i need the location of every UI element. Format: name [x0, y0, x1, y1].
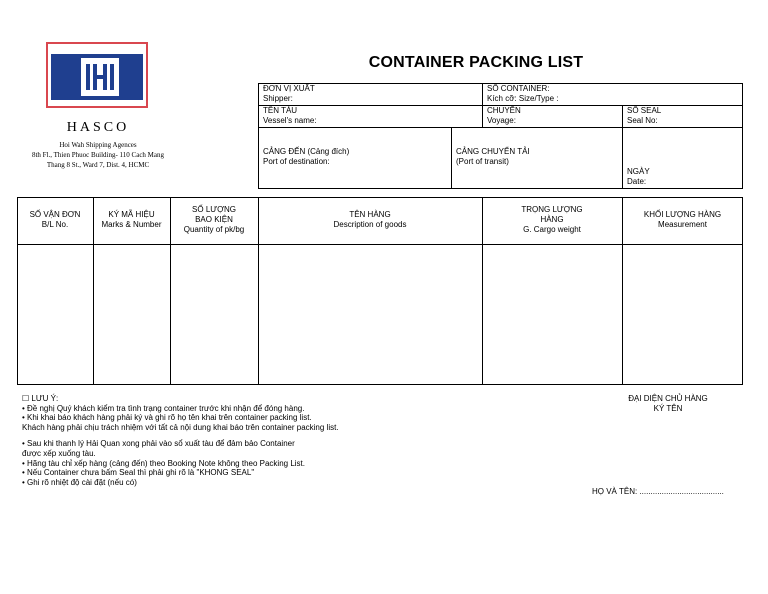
column-header-line: B/L No.	[41, 220, 69, 229]
document-title: CONTAINER PACKING LIST	[368, 54, 584, 71]
header-vdivider-3	[451, 127, 452, 189]
seal-field[interactable]: Seal No:	[627, 116, 658, 125]
column-header-weight	[482, 205, 622, 235]
transit-label-vn: CẢNG CHUYỂN TẢI	[456, 147, 530, 156]
signature-subtitle: KÝ TÊN	[653, 404, 683, 413]
seal-label-vn: SỐ SEAL	[627, 106, 662, 115]
company-info	[0, 120, 196, 170]
column-header-description	[258, 210, 482, 230]
company-address-1: 8th Fl., Thien Phuoc Building- 110 Cach Mang	[31, 151, 165, 159]
transit-field[interactable]: (Port of transit)	[456, 157, 509, 166]
note-line: • Nếu Container chưa bấm Seal thì phải ghi rõ là "KHONG SEAL"	[22, 468, 255, 478]
column-header-measurement	[622, 210, 743, 230]
column-header-bl-no	[17, 210, 93, 230]
column-header-marks	[93, 210, 170, 230]
voyage-field[interactable]: Voyage:	[487, 116, 516, 125]
header-vdivider-1	[482, 83, 483, 127]
column-header-quantity	[170, 205, 258, 235]
column-header-line: SỐ VẬN ĐƠN	[29, 210, 81, 219]
column-header-line: BAO KIỆN	[195, 215, 233, 224]
notes-heading: ☐ LƯU Ý:	[22, 394, 59, 403]
column-header-line: TÊN HÀNG	[349, 210, 391, 219]
date-label-vn: NGÀY	[627, 167, 650, 176]
note-line: • Hãng tàu chỉ xếp hàng (cảng đến) theo Booking Note không theo Packing List.	[22, 458, 305, 468]
note-line: • Sau khi thanh lý Hải Quan xong phải vào sổ xuất tàu để đảm bảo Container	[22, 439, 295, 449]
note-line: • Khi khai báo khách hàng phải ký và ghi rõ họ tên khai trên container packing list.	[22, 413, 312, 423]
column-header-line: KÝ MÃ HIỆU	[108, 210, 155, 219]
container-size-field[interactable]: Kích cỡ: Size/Type :	[487, 94, 559, 103]
vessel-label-vn: TÊN TÀU	[263, 106, 298, 115]
column-header-line: KHỐI LƯỢNG HÀNG	[643, 210, 722, 219]
logo-band	[51, 54, 143, 100]
shipper-field[interactable]: Shipper:	[263, 94, 293, 103]
note-line: Khách hàng phải chịu trách nhiệm với tất cả nội dung khai báo trên container packing list.	[22, 422, 339, 432]
notes-section	[22, 394, 339, 487]
signature-name-field[interactable]: HỌ VÀ TÊN: ......................................	[592, 487, 724, 496]
company-address-2: Thang 8 St., Ward 7, Dist. 4, HCMC	[46, 161, 150, 169]
column-header-line: Quantity of pk/bg	[183, 225, 245, 234]
column-header-line: G. Cargo weight	[523, 225, 581, 234]
signature-title: ĐẠI DIỆN CHỦ HÀNG	[628, 394, 708, 403]
company-logo	[46, 42, 148, 108]
cargo-table-header-divider	[17, 244, 743, 245]
voyage-label-vn: CHUYẾN	[487, 106, 521, 115]
vessel-field[interactable]: Vessel's name:	[263, 116, 317, 125]
header-divider-2	[258, 127, 743, 128]
note-line: • Đề nghị Quý khách kiểm tra tình trạng container trước khi nhận để đóng hàng.	[22, 403, 305, 413]
note-line: được xếp xuống tàu.	[22, 448, 96, 458]
column-header-line: SỐ LƯỢNG	[192, 205, 236, 214]
column-header-line: Marks & Number	[101, 220, 162, 229]
destination-label-vn: CẢNG ĐẾN (Cảng đích)	[263, 147, 350, 156]
shipper-label-vn: ĐƠN VỊ XUẤT	[263, 84, 315, 93]
hasco-logo-icon	[81, 58, 119, 96]
column-header-line: Measurement	[658, 220, 707, 229]
column-header-line: TRỌNG LƯỢNG	[521, 205, 583, 214]
signature-block	[608, 394, 728, 414]
container-label-vn: SỐ CONTAINER:	[487, 84, 550, 93]
company-name: HASCO	[66, 120, 130, 135]
destination-field[interactable]: Port of destination:	[263, 157, 330, 166]
date-field[interactable]: Date:	[627, 177, 647, 186]
note-line: • Ghi rõ nhiệt độ cài đặt (nếu có)	[22, 477, 137, 487]
header-vdivider-2	[622, 105, 623, 189]
column-header-line: Description of goods	[333, 220, 407, 229]
column-header-line: HÀNG	[540, 215, 564, 224]
logo-inner	[81, 58, 119, 96]
company-agency: Hoi Wah Shipping Agences	[59, 141, 137, 149]
